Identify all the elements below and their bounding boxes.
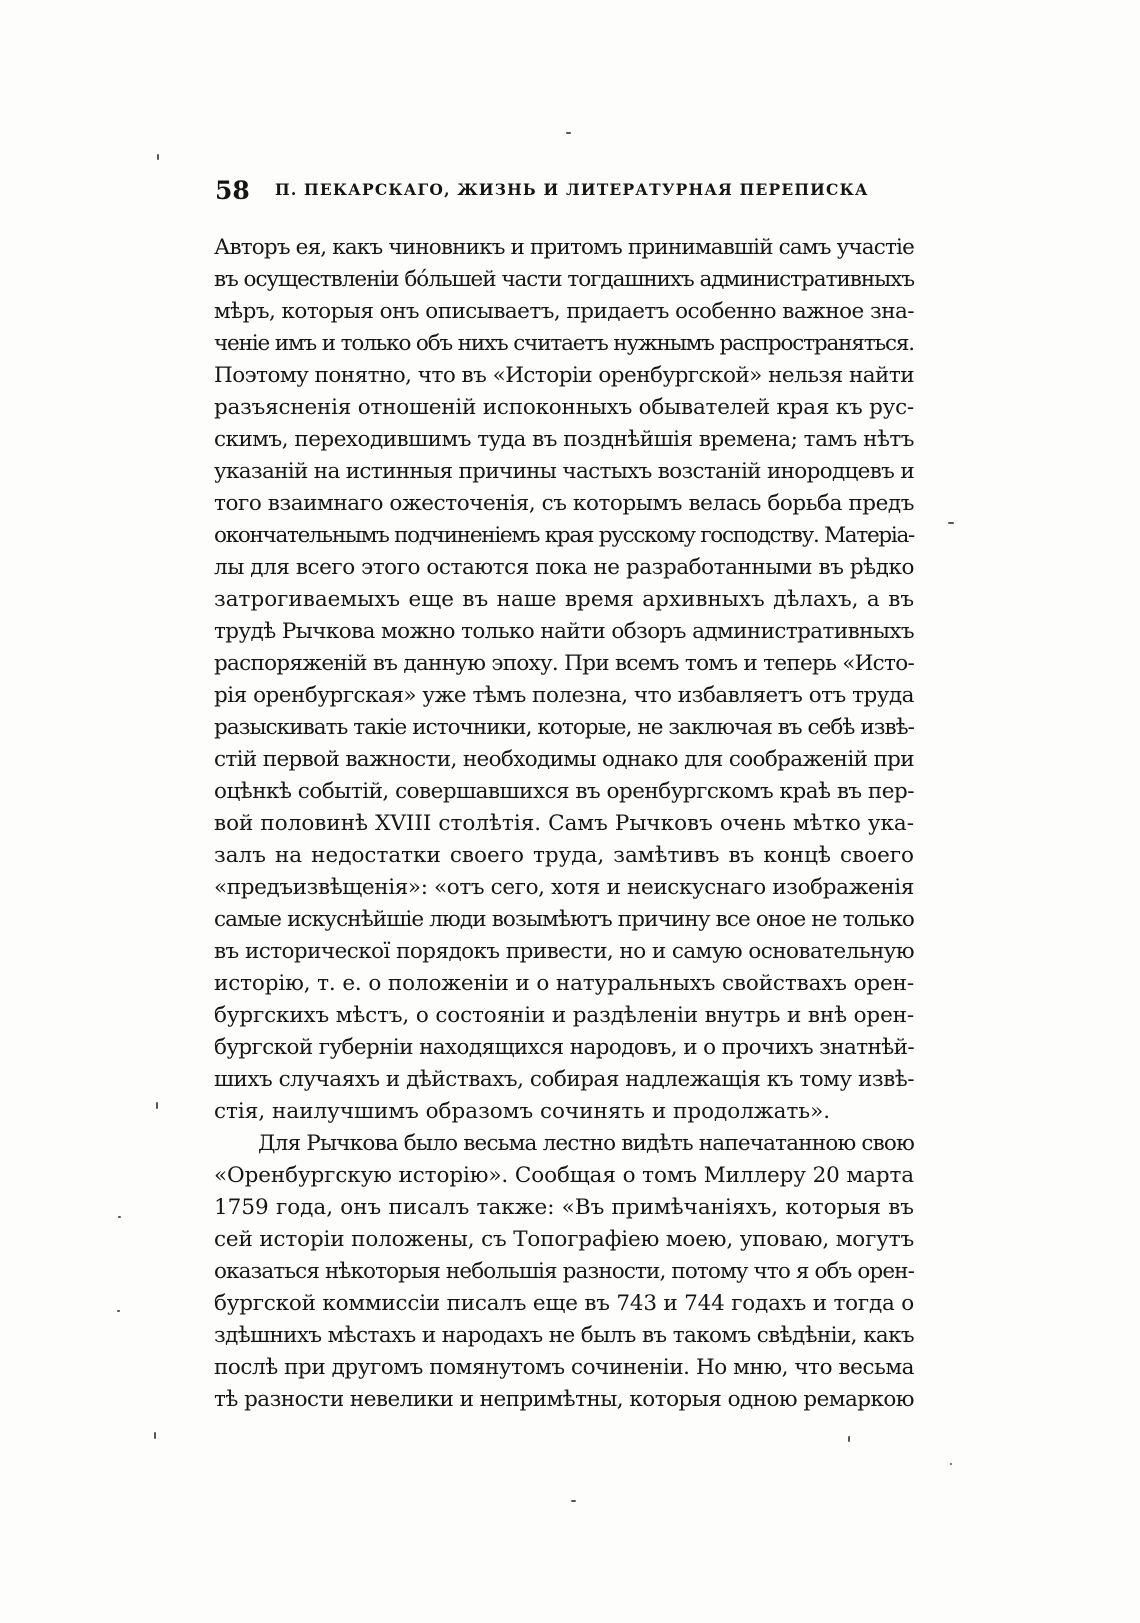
speck [117, 1310, 120, 1312]
text-line: «Оренбургскую исторію». Сообщая о томъ Миллеру 20 марта [214, 1163, 915, 1188]
text-line: окончательнымъ подчиненіемъ края русскому господству. Матеріа- [214, 523, 914, 548]
text-line: Поэтому понятно, что въ «Исторіи оренбургской» нельзя найти [214, 363, 914, 388]
text-line: самые искуснѣйшіе люди возымѣютъ причину все оное не только [214, 907, 914, 932]
speck [157, 154, 159, 160]
text-line: оказаться нѣкоторыя небольшія разности, потому что я объ орен- [214, 1259, 914, 1284]
text-line: бургской губерніи находящихся народовъ, и о прочихъ знатнѣй- [214, 1035, 914, 1060]
text-line: мѣръ, которыя онъ описываетъ, придаетъ особенно важное зна- [214, 299, 914, 324]
paragraph-start-line: Для Рычкова было весьма лестно видѣть напечатанною свою [258, 1131, 914, 1156]
page-header [215, 172, 915, 212]
text-line: здѣшнихъ мѣстахъ и народахъ не былъ въ такомъ свѣдѣніи, какъ [214, 1323, 914, 1348]
text-line: Авторъ ея, какъ чиновникъ и притомъ принимавшій самъ участіе [214, 235, 914, 260]
speck [566, 132, 571, 134]
text-line: скимъ, переходившимъ туда въ позднѣйшія времена; тамъ нѣтъ [214, 427, 914, 452]
text-line: того взаимнаго ожесточенія, съ которымъ велась борьба предъ [214, 491, 914, 516]
text-line: затрогиваемыхъ еще въ наше время архивныхъ дѣлахъ, а въ [214, 587, 914, 612]
text-line: тѣ разности невелики и непримѣтны, которыя одною ремаркою [214, 1387, 914, 1412]
text-line: шихъ случаяхъ и дѣйствахъ, собирая надлежащія къ тому извѣ- [214, 1067, 914, 1092]
text-line: сей исторіи положены, съ Топографіею моею, уповаю, могутъ [214, 1227, 914, 1252]
speck [571, 1500, 576, 1502]
text-line: оцѣнкѣ событій, совершавшихся въ оренбургскомъ краѣ въ пер- [214, 779, 915, 804]
text-line: въ осуществленіи бóльшей части тогдашнихъ административныхъ [214, 267, 914, 292]
body-text [214, 232, 914, 1416]
page-number: 58 [215, 176, 250, 205]
speck [118, 1216, 121, 1218]
text-line: разъясненія отношеній испоконныхъ обывателей края къ рус- [214, 395, 914, 420]
text-line: трудѣ Рычкова можно только найти обзоръ административныхъ [214, 619, 914, 644]
text-line: въ историческої порядокъ привести, но и самую основательную [214, 939, 914, 964]
text-line: указаній на истинныя причины частыхъ возстаній инородцевъ и [214, 459, 914, 484]
text-line: ченіе имъ и только объ нихъ считаетъ нужнымъ распространяться. [214, 331, 914, 356]
speck [848, 1436, 850, 1442]
text-line: распоряженій въ данную эпоху. При всемъ томъ и теперь «Исто- [214, 651, 914, 676]
text-line: «предъизвѣщенія»: «отъ сего, хотя и неискуснаго изображенія [214, 875, 914, 900]
speck [154, 1432, 156, 1439]
text-line: бургской коммиссіи писалъ еще въ 743 и 744 годахъ и тогда о [214, 1291, 914, 1316]
text-line: послѣ при другомъ помянутомъ сочиненіи. Но мню, что весьма [214, 1355, 914, 1380]
text-line: лы для всего этого остаются пока не разработанными въ рѣдко [214, 555, 914, 580]
text-line: вой половинѣ XVIII столѣтія. Самъ Рычковъ очень мѣтко ука- [214, 811, 914, 836]
speck [950, 1463, 952, 1465]
text-line: исторію, т. е. о положеніи и о натуральныхъ свойствахъ орен- [214, 971, 914, 996]
text-line: стій первой важности, необходимы однако для соображеній при [214, 747, 914, 772]
speck [948, 522, 954, 524]
text-line: бургскихъ мѣстъ, о состояніи и раздѣленіи внутрь и внѣ орен- [214, 1003, 914, 1028]
speck [156, 1102, 158, 1109]
running-title: П. ПЕКАРСКАГО, ЖИЗНЬ И ЛИТЕРАТУРНАЯ ПЕРЕПИСКА [275, 180, 869, 199]
text-line: рія оренбургская» уже тѣмъ полезна, что избавляетъ отъ труда [214, 683, 914, 708]
paragraph-end-line: стія, наилучшимъ образомъ сочинять и продолжать». [214, 1099, 831, 1124]
text-line: залъ на недостатки своего труда, замѣтивъ въ концѣ своего [214, 843, 914, 868]
text-line: 1759 года, онъ писалъ также: «Въ примѣчаніяхъ, которыя въ [214, 1195, 914, 1220]
text-line: разыскивать такіе источники, которые, не заключая въ себѣ извѣ- [214, 715, 914, 740]
